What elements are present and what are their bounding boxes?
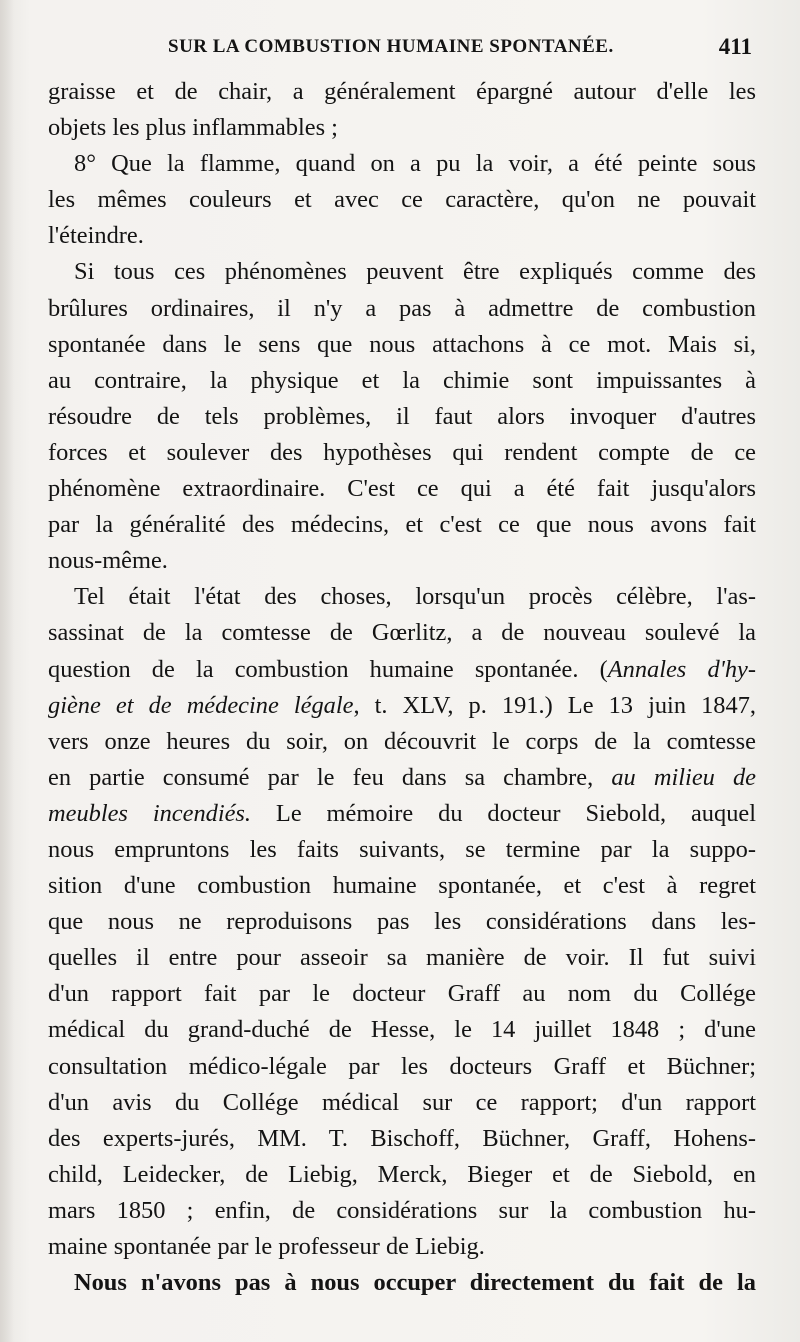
text-line: graisse et de chair, a généralement épargné autour d'elle les — [48, 78, 756, 105]
text-run: Le mémoire du docteur Siebold, auquel — [251, 799, 756, 827]
text-line: Nous n'avons pas à nous occuper directement du fait de la — [74, 1269, 756, 1297]
italic-phrase: au milieu de — [611, 763, 756, 791]
text-line: objets les plus inflammables ; — [48, 114, 338, 142]
text-line: d'un avis du Collége médical sur ce rapport; d'un rapport — [48, 1088, 756, 1116]
page-binding-shadow — [0, 0, 14, 1342]
text-line: les mêmes couleurs et avec ce caractère, qu'on ne pouvait — [48, 186, 756, 214]
text-line: que nous ne reproduisons pas les considérations dans les- — [48, 908, 756, 936]
text-line: sition d'une combustion humaine spontanée, et c'est à regret — [48, 872, 756, 900]
text-line: mars 1850 ; enfin, de considérations sur la combustion hu- — [48, 1196, 756, 1224]
page-header — [48, 30, 760, 70]
text-run: , t. XLV, p. 191.) Le 13 juin 1847, — [353, 691, 756, 719]
page-number: 411 — [718, 34, 752, 59]
text-line: phénomène extraordinaire. C'est ce qui a été fait jusqu'alors — [48, 475, 756, 503]
text-run: question de la combustion humaine spontanée. ( — [48, 655, 608, 683]
text-line: 8° Que la flamme, quand on a pu la voir, a été peinte sous — [74, 150, 756, 178]
text-line: child, Leidecker, de Liebig, Merck, Bieger et de Siebold, en — [48, 1160, 756, 1188]
text-line: consultation médico-légale par les docteurs Graff et Büchner; — [48, 1052, 756, 1080]
text-line — [48, 760, 756, 796]
text-line: Si tous ces phénomènes peuvent être expliqués comme des — [74, 258, 756, 286]
text-line: d'un rapport fait par le docteur Graff au nom du Collége — [48, 980, 756, 1008]
text-line: sassinat de la comtesse de Gœrlitz, a de nouveau soulevé la — [48, 619, 756, 647]
text-line: spontanée dans le sens que nous attachons à ce mot. Mais si, — [48, 330, 756, 358]
text-line: vers onze heures du soir, on découvrit le corps de la comtesse — [48, 727, 756, 755]
text-line: nous empruntons les faits suivants, se termine par la suppo- — [48, 835, 756, 863]
text-line: nous-même. — [48, 547, 168, 575]
text-line: résoudre de tels problèmes, il faut alors invoquer d'autres — [48, 402, 756, 430]
text-run: en partie consumé par le feu dans sa chambre, — [48, 763, 612, 791]
italic-citation: giène et de médecine légale — [48, 691, 354, 719]
page-body — [48, 74, 756, 1301]
text-line: des experts-jurés, MM. T. Bischoff, Büchner, Graff, Hohens- — [48, 1124, 756, 1152]
text-line — [48, 688, 756, 724]
text-line — [48, 652, 756, 688]
text-line: l'éteindre. — [48, 222, 144, 250]
text-line: par la généralité des médecins, et c'est ce que nous avons fait — [48, 511, 756, 539]
text-line: Tel était l'état des choses, lorsqu'un procès célèbre, l'as- — [74, 583, 756, 611]
italic-phrase: meubles incendiés. — [48, 799, 252, 827]
text-line: maine spontanée par le professeur de Liebig. — [48, 1233, 485, 1260]
text-line: médical du grand-duché de Hesse, le 14 juillet 1848 ; d'une — [48, 1016, 756, 1044]
italic-citation: Annales d'hy- — [607, 655, 756, 683]
text-line: au contraire, la physique et la chimie sont impuissantes à — [48, 366, 756, 394]
text-line: brûlures ordinaires, il n'y a pas à admettre de combustion — [48, 294, 756, 322]
text-line: quelles il entre pour asseoir sa manière de voir. Il fut suivi — [48, 944, 756, 972]
text-line: forces et soulever des hypothèses qui rendent compte de ce — [48, 438, 756, 466]
text-line — [48, 796, 756, 832]
running-title: SUR LA COMBUSTION HUMAINE SPONTANÉE. — [168, 36, 614, 57]
